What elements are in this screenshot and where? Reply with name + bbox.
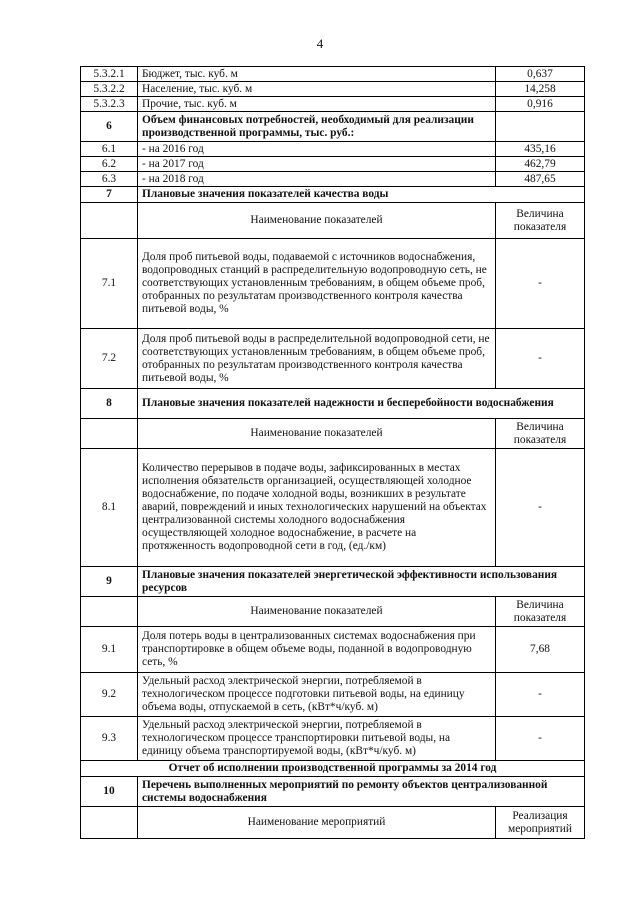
table-row — [81, 142, 585, 157]
row-text: Доля потерь воды в централизованных системах водоснабжения при транспортировке в общем объеме воды, поданной в водопроводную сеть, % — [138, 627, 496, 673]
row-number: 9.1 — [81, 627, 138, 673]
table-row — [81, 67, 585, 82]
program-table — [80, 66, 585, 839]
row-number: 6.3 — [81, 172, 138, 187]
section-row — [81, 777, 585, 807]
row-text: Удельный расход электрической энергии, потребляемой в технологическом процессе транспортировки питьевой воды, на единицу объема транспортируемой воды, (кВт*ч/куб. м) — [138, 717, 496, 761]
section-number: 7 — [81, 187, 138, 203]
section-title: Плановые значения показателей качества воды — [138, 187, 585, 203]
column-header-row — [81, 203, 585, 239]
row-value: 0,916 — [496, 97, 585, 112]
row-text: Доля проб питьевой воды в распределительной водопроводной сети, не соответствующих установленным требованиям, в общем объеме проб, отобранных по результатам производственного контроля качества питьевой воды, % — [138, 329, 496, 389]
row-number: 5.3.2.2 — [81, 82, 138, 97]
row-number: 5.3.2.1 — [81, 67, 138, 82]
report-title-row — [81, 761, 585, 777]
row-number: 6 — [81, 112, 138, 142]
row-number: 9.2 — [81, 673, 138, 717]
section-row — [81, 567, 585, 597]
column-header-value: Величина показателя — [496, 203, 585, 239]
column-header-row — [81, 597, 585, 627]
column-header-value: Величина показателя — [496, 419, 585, 449]
row-text: - на 2016 год — [138, 142, 496, 157]
row-text: Доля проб питьевой воды, подаваемой с источников водоснабжения, водопроводных станций в распределительную водопроводную сеть, не соответствующих установленным требованиям, в общем объеме проб, отобранных по результатам производственного контроля качества питьевой воды, % — [138, 239, 496, 329]
row-number: 6.2 — [81, 157, 138, 172]
section-title: Плановые значения показателей надежности и бесперебойности водоснабжения — [138, 389, 585, 419]
row-number: 9.3 — [81, 717, 138, 761]
row-number: 7.1 — [81, 239, 138, 329]
empty-cell — [81, 419, 138, 449]
row-value: - — [496, 717, 585, 761]
row-value: - — [496, 329, 585, 389]
row-value — [496, 112, 585, 142]
row-number: 5.3.2.3 — [81, 97, 138, 112]
row-value: 14,258 — [496, 82, 585, 97]
table-row — [81, 673, 585, 717]
row-value: 0,637 — [496, 67, 585, 82]
row-text: Прочие, тыс. куб. м — [138, 97, 496, 112]
section-row — [81, 389, 585, 419]
column-header-value: Реализация мероприятий — [496, 807, 585, 839]
table-row — [81, 239, 585, 329]
table-row — [81, 82, 585, 97]
column-header-row — [81, 419, 585, 449]
empty-cell — [81, 203, 138, 239]
empty-cell — [81, 597, 138, 627]
column-header-name: Наименование мероприятий — [138, 807, 496, 839]
row-value: - — [496, 449, 585, 567]
row-number: 6.1 — [81, 142, 138, 157]
column-header-name: Наименование показателей — [138, 203, 496, 239]
column-header-value: Величина показателя — [496, 597, 585, 627]
section-row — [81, 187, 585, 203]
row-text: - на 2018 год — [138, 172, 496, 187]
row-text: Удельный расход электрической энергии, потребляемой в технологическом процессе подготовки питьевой воды, на единицу объема воды, отпускаемой в сеть, (кВт*ч/куб. м) — [138, 673, 496, 717]
row-value: 435,16 — [496, 142, 585, 157]
row-value: - — [496, 239, 585, 329]
row-value: 487,65 — [496, 172, 585, 187]
table-row — [81, 112, 585, 142]
row-text: Население, тыс. куб. м — [138, 82, 496, 97]
row-value: 462,79 — [496, 157, 585, 172]
row-text: Количество перерывов в подаче воды, зафиксированных в местах исполнения обязательств организацией, осуществляющей холодное водоснабжение, по подаче холодной воды, возникших в результате аварий, повреждений и иных технологических нарушений на объектах централизованной системы холодного водоснабжения осуществляющей холодное водоснабжение, в расчете на протяженность водопроводной сети в год, (ед./км) — [138, 449, 496, 567]
column-header-name: Наименование показателей — [138, 419, 496, 449]
row-number: 7.2 — [81, 329, 138, 389]
table-row — [81, 717, 585, 761]
empty-cell — [81, 807, 138, 839]
row-value: 7,68 — [496, 627, 585, 673]
report-title: Отчет об исполнении производственной программы за 2014 год — [81, 761, 585, 777]
section-number: 9 — [81, 567, 138, 597]
section-title: Перечень выполненных мероприятий по ремонту объектов централизованной системы водоснабжения — [138, 777, 585, 807]
row-text: Бюджет, тыс. куб. м — [138, 67, 496, 82]
row-value: - — [496, 673, 585, 717]
section-number: 10 — [81, 777, 138, 807]
section-number: 8 — [81, 389, 138, 419]
page-number: 4 — [316, 36, 324, 51]
table-row — [81, 157, 585, 172]
table-row — [81, 449, 585, 567]
table-row — [81, 97, 585, 112]
column-header-name: Наименование показателей — [138, 597, 496, 627]
row-text: Объем финансовых потребностей, необходимый для реализации производственной программы, тыс. руб.: — [138, 112, 496, 142]
column-header-row — [81, 807, 585, 839]
row-text: - на 2017 год — [138, 157, 496, 172]
table-row — [81, 172, 585, 187]
table-row — [81, 627, 585, 673]
section-title: Плановые значения показателей энергетической эффективности использования ресурсов — [138, 567, 585, 597]
table-row — [81, 329, 585, 389]
row-number: 8.1 — [81, 449, 138, 567]
